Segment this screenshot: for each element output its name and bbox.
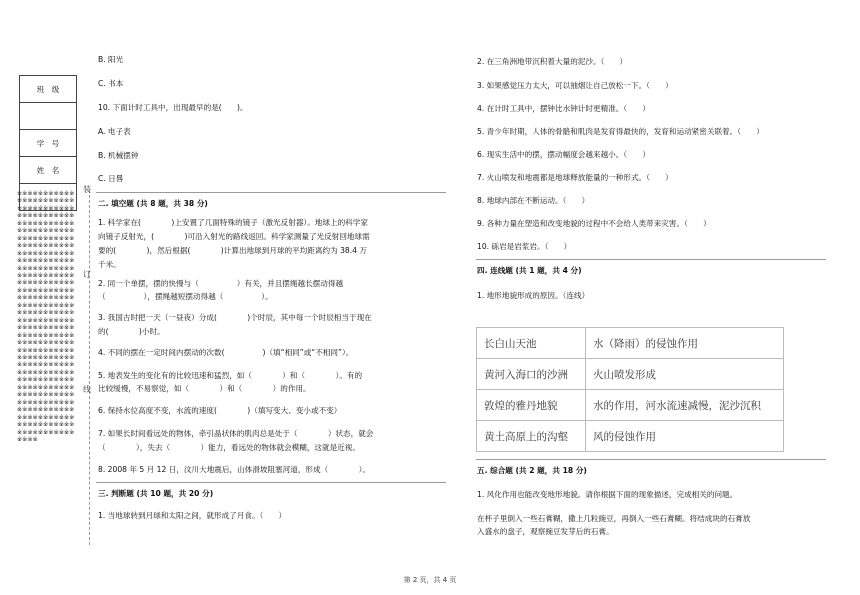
fill-q5-l1: 5. 地表发生的变化有的比较迅速和猛烈，如（ ）和（ ）。有的 — [98, 371, 363, 380]
divider — [96, 192, 446, 193]
section-2-heading: 二. 填空题 (共 8 题，共 38 分) — [98, 199, 208, 208]
judge-q4: 4. 在计时工具中，摆钟比水钟计时更精准。（ ） — [477, 104, 650, 113]
matching-left-item: 敦煌的雅丹地貌 — [477, 390, 586, 421]
section-5-heading: 五. 综合题 (共 2 题，共 18 分) — [477, 466, 587, 475]
binding-mark-ding: 订 — [83, 270, 91, 279]
fill-q7-l1: 7. 如果长时间看远处的物体，牵引晶状体的肌肉总是处于（ ）状态，就会 — [98, 429, 374, 438]
option-b-2: B. 机械摆钟 — [98, 151, 139, 160]
fill-q5-l2: 比较缓慢，不易察觉，如（ ）和（ ）的作用。 — [98, 384, 311, 393]
matching-left-item: 黄河入海口的沙洲 — [477, 359, 586, 390]
question-10: 10. 下面计时工具中，出现最早的是( )。 — [98, 103, 248, 112]
name-label: 姓 名 — [20, 157, 77, 184]
binding-dashed-line — [89, 190, 90, 545]
judge-q3: 3. 如果感觉压力太大，可以抽烟让自己放松一下。（ ） — [477, 81, 673, 90]
fill-q4: 4. 不同的摆在一定时间内摆动的次数( )（填“相同”或“不相同”）。 — [98, 348, 354, 357]
judge-q9: 9. 各种力量在塑造和改变地貌的过程中不会给人类带来灾害。（ ） — [477, 219, 711, 228]
fill-q6: 6. 保持水位高度不变，水流的速度( )（填写变大、变小或不变） — [98, 406, 342, 415]
fill-q3-l2: 的( )小时。 — [98, 327, 165, 336]
synthesis-desc-l1: 在杯子里倒入一些石膏糊，撒上几粒豌豆，再倒入一些石膏糊。将结成块的石膏放 — [477, 514, 751, 523]
option-c: C. 书本 — [98, 79, 124, 88]
binding-pattern: ※※※※※※※※※※※※※※※※※※※※※※※※※※※※※※※※※※※※※※※※※※※※※※※※※※※※※※※※※※※※※※※※※※※※※※※※※※※※※※※※※※※※※※※※※※※※※※※※※※※※※※※※※※※※※※※※※※※※※※※※※※※※※※※※※※※※※※※※※※※※※※※※※※※※※※※※※※※※※※※※※※※※※※※※※※※※※※※※※※※※※※※※※※※※※※※※※※※※※※※※※※※※※※※※※※※※※※※※※※※※※※※※※※※※※※※※※※※※※※※※※※※※※※※※※※※※※※※※※※※※※※※※※※※※※※※※※※※※※※※※※※※※※※※※※※※※※※※※※※※※※※※※※※※※※※※※※※※※※※※※※※※※※※※※※※※※※※※※※※※※※※※※※※※※※※※※※※※※※※※※※※※※※※※ — [17, 190, 75, 443]
matching-row — [477, 421, 784, 452]
fill-q1-l4: 千米。 — [98, 260, 121, 269]
judge-q5: 5. 青少年时期，人体的骨骼和肌肉是发育得最快的，发育和运动紧密关联着。（ ） — [477, 127, 764, 136]
page-footer: 第 2 页，共 4 页 — [403, 576, 457, 584]
fill-q8: 8. 2008 年 5 月 12 日，汶川大地震后，山体滑坡阻塞河道，形成（ ）。 — [98, 465, 370, 474]
class-label: 班 级 — [20, 76, 77, 103]
judge-q6: 6. 现实生活中的摆，摆动幅度会越来越小。（ ） — [477, 150, 650, 159]
divider — [476, 259, 826, 260]
matching-row — [477, 390, 784, 421]
divider — [476, 459, 826, 460]
matching-question: 1. 地形地貌形成的原因。（连线） — [477, 291, 590, 300]
matching-table — [476, 327, 784, 452]
section-3-heading: 三. 判断题 (共 10 题，共 20 分) — [98, 489, 214, 498]
matching-right-item: 水的作用，河水流速减慢，泥沙沉积 — [586, 390, 784, 421]
fill-q2-l2: （ ），摆绳越短摆动得越（ ）。 — [98, 292, 273, 301]
synthesis-q1: 1. 风化作用也能改变地形地貌。请你根据下面的现象描述，完成相关的问题。 — [477, 490, 738, 499]
matching-right-item: 火山喷发形成 — [586, 359, 784, 390]
binding-mark-xian: 线 — [83, 385, 91, 394]
matching-right-item: 风的侵蚀作用 — [586, 421, 784, 452]
matching-row — [477, 328, 784, 359]
fill-q1-l2: 向镜子反射光，( )可沿入射光的路线返回。科学家测量了光反射回地球需 — [98, 232, 370, 241]
fill-q1-l1: 1. 科学家在( )上安置了几面特殊的镜子（激光反射器）。地球上的科学家 — [98, 218, 368, 227]
matching-left-item: 黄土高原上的沟壑 — [477, 421, 586, 452]
judge-q8: 8. 地球内部在不断运动。（ ） — [477, 196, 590, 205]
synthesis-desc-l2: 入盛水的盘子，观察豌豆发芽后的石膏。 — [477, 527, 614, 536]
judge-q7: 7. 火山喷发和地震都是地球释放能量的一种形式。（ ） — [477, 173, 673, 182]
option-a: A. 电子表 — [98, 127, 131, 136]
section-4-heading: 四. 连线题 (共 1 题，共 4 分) — [477, 266, 582, 275]
fill-q2-l1: 2. 同一个单摆，摆的快慢与（ ）有关，并且摆绳越长摆动得越 — [98, 279, 344, 288]
matching-right-item: 水（降雨）的侵蚀作用 — [586, 328, 784, 359]
matching-left-item: 长白山天池 — [477, 328, 586, 359]
binding-mark-zhuang: 装 — [83, 185, 91, 194]
judge-q1: 1. 当地球转到月球和太阳之间，就形成了月食。（ ） — [98, 511, 287, 520]
judge-q10: 10. 砾岩是岩浆岩。（ ） — [477, 242, 572, 251]
judge-q2: 2. 在三角洲地带沉积着大量的泥沙。（ ） — [477, 57, 628, 66]
divider — [96, 482, 446, 483]
matching-row — [477, 359, 784, 390]
student-number-label: 学 号 — [20, 130, 77, 157]
fill-q7-l2: （ ），失去（ ）能力，看远处的物体就会模糊，这就是近视。 — [98, 443, 360, 452]
option-b: B. 阳光 — [98, 55, 124, 64]
option-c-2: C. 日晷 — [98, 174, 124, 183]
fill-q3-l1: 3. 我国古时把一天（一昼夜）分成( )个时辰，其中每一个时辰相当于现在 — [98, 313, 372, 322]
fill-q1-l3: 要的( )，然后根据( )计算出地球到月球的平均距离约为 38.4 万 — [98, 246, 367, 255]
class-blank — [20, 103, 77, 130]
